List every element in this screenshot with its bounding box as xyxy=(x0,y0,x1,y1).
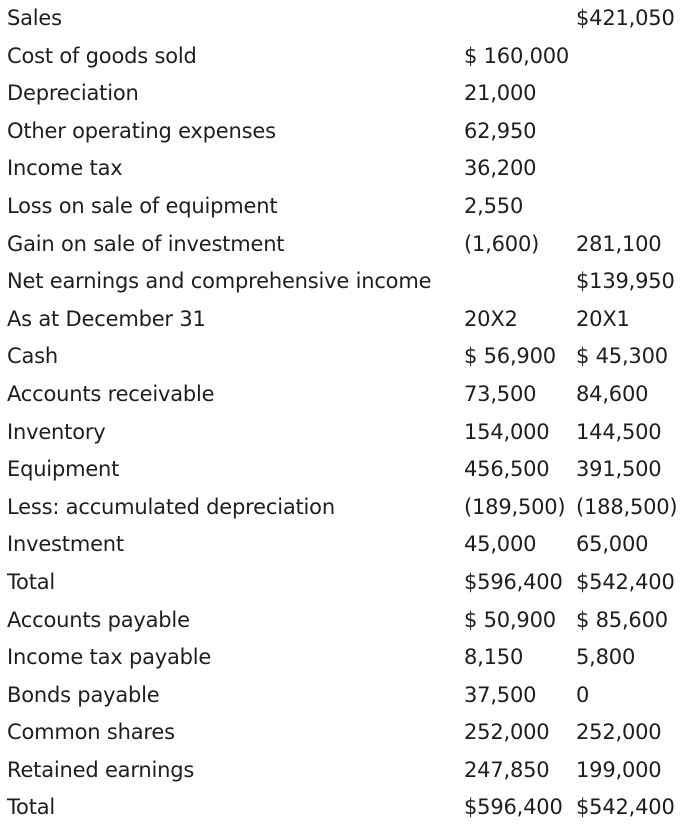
row-value-current: $596,400 xyxy=(464,795,563,820)
row-label: Investment xyxy=(7,532,124,557)
row-amount-outer: $139,950 xyxy=(576,269,675,294)
row-value-current: (189,500) xyxy=(464,494,566,519)
statement-row-sales xyxy=(0,0,683,38)
row-label: Inventory xyxy=(7,419,106,444)
row-value-prior: (188,500) xyxy=(576,494,678,519)
row-label: Common shares xyxy=(7,720,175,745)
statement-row-gain-on-sale-of-investment xyxy=(0,226,683,264)
balance-row-investment xyxy=(0,526,683,564)
balance-row-accounts-payable xyxy=(0,602,683,640)
row-amount-inner: 21,000 xyxy=(464,81,537,106)
row-value-prior: 0 xyxy=(576,682,590,707)
row-label: Income tax payable xyxy=(7,645,212,670)
balance-row-equipment xyxy=(0,451,683,489)
row-label: Depreciation xyxy=(7,81,139,106)
row-value-prior: 5,800 xyxy=(576,645,636,670)
row-label: Total xyxy=(7,795,56,820)
row-label: Less: accumulated depreciation xyxy=(7,494,335,519)
row-label: Equipment xyxy=(7,457,120,482)
row-value-current: $596,400 xyxy=(464,569,563,594)
row-label: Total xyxy=(7,569,56,594)
row-value-current: 45,000 xyxy=(464,532,537,557)
row-label: Sales xyxy=(7,6,62,30)
balance-row-income-tax-payable xyxy=(0,639,683,677)
balance-row-retained-earnings xyxy=(0,752,683,790)
row-label: Accounts payable xyxy=(7,607,190,632)
row-label: Gain on sale of investment xyxy=(7,231,285,256)
statement-row-net-earnings xyxy=(0,263,683,301)
row-value-current: 247,850 xyxy=(464,757,550,782)
balance-row-inventory xyxy=(0,414,683,452)
header-label: As at December 31 xyxy=(7,306,206,331)
row-value-prior: $542,400 xyxy=(576,795,675,820)
row-value-prior: $542,400 xyxy=(576,569,675,594)
row-label: Income tax xyxy=(7,156,123,181)
row-value-current: 8,150 xyxy=(464,645,524,670)
row-value-current: $ 56,900 xyxy=(464,344,556,369)
row-label: Cash xyxy=(7,344,58,369)
row-amount-inner: (1,600) xyxy=(464,231,540,256)
balance-sheet-header xyxy=(0,301,683,339)
balance-row-common-shares xyxy=(0,714,683,752)
row-label: Other operating expenses xyxy=(7,118,276,143)
row-label: Retained earnings xyxy=(7,757,195,782)
row-amount-inner: 36,200 xyxy=(464,156,537,181)
row-label: Bonds payable xyxy=(7,682,160,707)
row-value-prior: 252,000 xyxy=(576,720,662,745)
header-year-current: 20X2 xyxy=(464,306,518,331)
row-amount-inner: $ 160,000 xyxy=(464,43,570,68)
row-value-prior: 84,600 xyxy=(576,381,649,406)
row-value-current: 154,000 xyxy=(464,419,550,444)
row-value-prior: 144,500 xyxy=(576,419,662,444)
balance-row-accumulated-depreciation xyxy=(0,489,683,527)
row-value-current: $ 50,900 xyxy=(464,607,556,632)
row-label: Loss on sale of equipment xyxy=(7,193,278,218)
statement-row-loss-on-sale-of-equipment xyxy=(0,188,683,226)
row-amount-inner: 62,950 xyxy=(464,118,537,143)
row-value-prior: 65,000 xyxy=(576,532,649,557)
statement-row-other-operating-expenses xyxy=(0,113,683,151)
row-label: Net earnings and comprehensive income xyxy=(7,269,432,294)
row-value-current: 456,500 xyxy=(464,457,550,482)
statement-row-income-tax xyxy=(0,150,683,188)
row-label: Cost of goods sold xyxy=(7,43,197,68)
row-value-current: 37,500 xyxy=(464,682,537,707)
row-value-prior: $ 45,300 xyxy=(576,344,668,369)
statement-row-cost-of-goods-sold xyxy=(0,38,683,76)
row-label: Accounts receivable xyxy=(7,381,215,406)
balance-row-bonds-payable xyxy=(0,677,683,715)
row-value-current: 73,500 xyxy=(464,381,537,406)
balance-row-total-assets xyxy=(0,564,683,602)
row-value-prior: $ 85,600 xyxy=(576,607,668,632)
balance-row-total-liabilities-equity xyxy=(0,789,683,827)
row-value-current: 252,000 xyxy=(464,720,550,745)
row-value-prior: 391,500 xyxy=(576,457,662,482)
row-amount-outer: $421,050 xyxy=(576,6,675,30)
balance-row-cash xyxy=(0,338,683,376)
statement-row-depreciation xyxy=(0,75,683,113)
row-amount-inner: 2,550 xyxy=(464,193,524,218)
header-year-prior: 20X1 xyxy=(576,306,630,331)
row-value-prior: 199,000 xyxy=(576,757,662,782)
row-amount-outer: 281,100 xyxy=(576,231,662,256)
balance-row-accounts-receivable xyxy=(0,376,683,414)
